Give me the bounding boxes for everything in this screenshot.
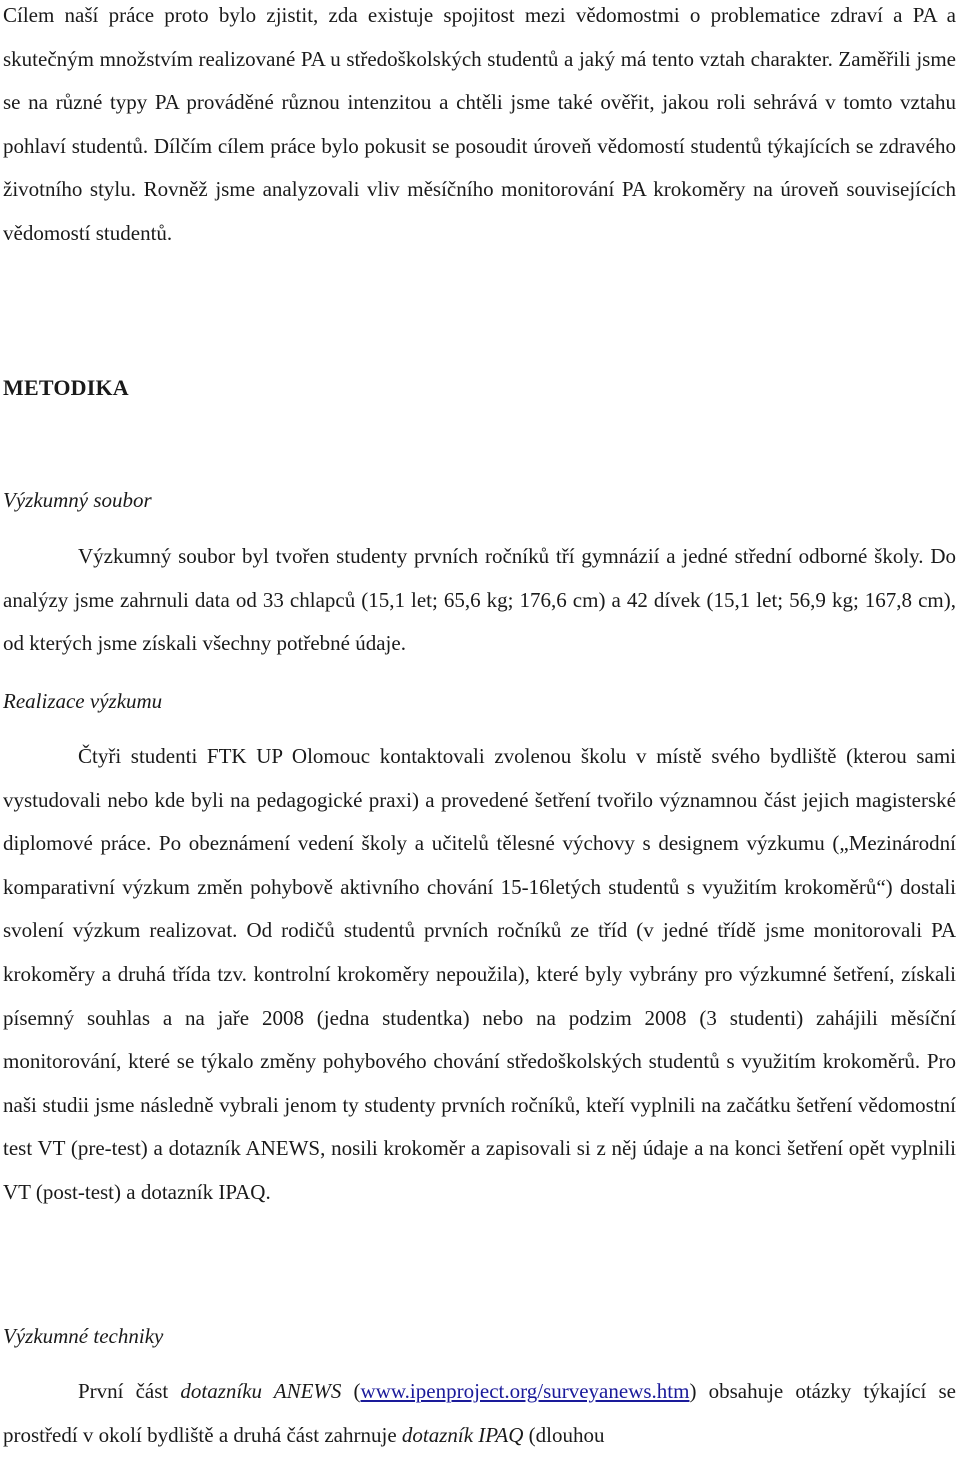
text-run: ) obsahuje otázky týkající se prostředí v okolí bydliště a druhá část zahrnuje — [3, 1379, 956, 1447]
survey-link[interactable]: www.ipenproject.org/surveyanews.htm — [360, 1379, 690, 1403]
text-run: (dlouhou — [523, 1422, 605, 1447]
section-heading: METODIKA — [3, 375, 129, 400]
text-run: ( — [341, 1379, 361, 1403]
subsection-title-techniky: Výzkumné techniky — [3, 1324, 164, 1348]
paragraph-realizace: Čtyři studenti FTK UP Olomouc kontaktovali zvolenou školu v místě svého bydliště (kterou sami vystudovali nebo kde byli na pedagogické praxi) a provedené šetření tvořilo významnou část jejich magisterské diplomové práce. Po obeznámení vedení školy a učitelů tělesné výchovy s designem výzkumu („Mezinárodní komparativní výzkum změn pohybově aktivního chování 15-16letých studentů s využitím krokoměrů“) dostali svolení výzkum realizovat. Od rodičů studentů prvních ročníků ze tříd (v jedné třídě jsme monitorovali PA krokoměry a druhá třída tzv. kontrolní krokoměry nepoužila), které byly vybrány pro výzkumné šetření, získali písemný souhlas a na jaře 2008 (jedna studentka) nebo na podzim 2008 (3 studenti) zahájili měsíční monitorování, které se týkalo změny pohybového chování středoškolských studentů s využitím krokoměrů. Pro naši studii jsme následně vybrali jenom ty studenty prvních ročníků, kteří vyplnili na začátku šetření vědomostní test VT (pre-test) a dotazník ANEWS, nosili krokoměr a zapisovali si z něj údaje a na konci šetření opět vyplnili VT (post-test) a dotazník IPAQ. — [3, 744, 956, 1204]
paragraph-vyzkumny-soubor: Výzkumný soubor byl tvořen studenty prvních ročníků tří gymnázií a jedné střední odborné školy. Do analýzy jsme zahrnuli data od 33 chlapců (15,1 let; 65,6 kg; 176,6 cm) a 42 dívek (15,1 let; 56,9 kg; 167,8 cm), od kterých jsme získali všechny potřebné údaje. — [3, 544, 956, 656]
intro-paragraph: Cílem naší práce proto bylo zjistit, zda existuje spojitost mezi vědomostmi o problematice zdraví a PA a skutečným množstvím realizované PA u středoškolských studentů a jaký má tento vztah charakter. Zaměřili jsme se na různé typy PA prováděné různou intenzitou a chtěli jsme také ověřit, jakou roli sehrává v tomto vztahu pohlaví studentů. Dílčím cílem práce bylo pokusit se posoudit úroveň vědomostí studentů týkajících se zdravého životního stylu. Rovněž jsme analyzovali vliv měsíčního monitorování PA krokoměry na úroveň souvisejících vědomostí studentů. — [3, 3, 956, 245]
text-run: První část — [78, 1379, 181, 1403]
emphasis-ipaq: dotazník IPAQ — [401, 1422, 524, 1447]
paragraph-techniky — [3, 1370, 956, 1457]
emphasis-anews: dotazníku ANEWS — [180, 1379, 342, 1403]
subsection-title-vyzkumny-soubor: Výzkumný soubor — [3, 488, 152, 512]
subsection-title-realizace: Realizace výzkumu — [3, 689, 163, 713]
